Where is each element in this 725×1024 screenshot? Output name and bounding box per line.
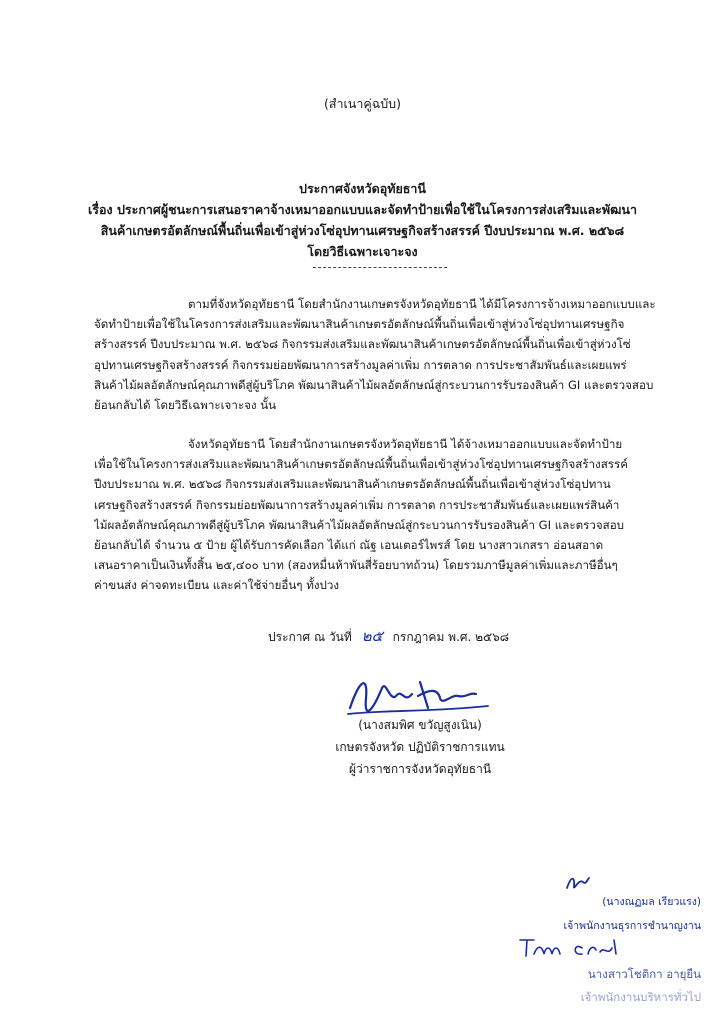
date-month-year: กรกฎาคม พ.ศ. ๒๕๖๘ — [392, 630, 510, 644]
paragraph-1-line: จัดทำป้ายเพื่อใช้ในโครงการส่งเสริมและพัฒนาสินค้าเกษตรอัตลักษณ์พื้นถิ่นเพื่อเข้าสู่ห่วงโซ่อุปทานเศรษฐกิจ — [94, 317, 625, 332]
clerk-initial-signature — [563, 872, 591, 894]
paragraph-1-line: อุปทานเศรษฐกิจสร้างสรรค์ กิจกรรมย่อยพัฒนาการสร้างมูลค่าเพิ่ม การตลาด การประชาสัมพันธ์และเผยแพร่ — [94, 357, 627, 372]
paragraph-2-line: ไม้ผลอัตลักษณ์คุณภาพดีสู่ผู้บริโภค พัฒนาสินค้าไม้ผลอัตลักษณ์สู่กระบวนการรับรองสินค้า GI และตรวจสอบ — [94, 517, 625, 532]
header-line-3: สินค้าเกษตรอัตลักษณ์พื้นถิ่นเพื่อเข้าสู่ห่วงโซ่อุปทานเศรษฐกิจสร้างสรรค์ ปีงบประมาณ พ.ศ. ๒๕๖๘ — [100, 223, 625, 238]
paragraph-1-line: สินค้าไม้ผลอัตลักษณ์คุณภาพดีสู่ผู้บริโภค พัฒนาสินค้าไม้ผลอัตลักษณ์สู่กระบวนการรับรองสินค้า GI และตรวจสอบ — [94, 377, 654, 392]
signer-position: เกษตรจังหวัด ปฏิบัติราชการแทน — [335, 740, 505, 754]
copy-label: (สำเนาคู่ฉบับ) — [324, 96, 401, 111]
signer-name: (นางสมพิศ ขวัญสูงเนิน) — [358, 718, 482, 732]
paragraph-1-line: ย้อนกลับได้ โดยวิธีเฉพาะเจาะจง นั้น — [94, 398, 277, 413]
paragraph-2-line: ย้อนกลับได้ จำนวน ๕ ป้าย ผู้ได้รับการคัดเลือก ได้แก่ ณัฐ เอนเตอร์ไพรส์ โดย นางสาวเกสรา อ่อนสอาด — [94, 538, 604, 553]
announcement-date — [268, 624, 509, 648]
paragraph-2-line: ค่าขนส่ง ค่าจดทะเบียน และค่าใช้จ่ายอื่นๆ ทั้งปวง — [94, 578, 340, 593]
paragraph-2-line: ปีงบประมาณ พ.ศ. ๒๕๖๘ กิจกรรมส่งเสริมและพัฒนาสินค้าเกษตรอัตลักษณ์พื้นถิ่นเพื่อเข้าสู่ห่วงโซ่อุปทาน — [94, 477, 611, 492]
signer-on-behalf: ผู้ว่าราชการจังหวัดอุทัยธานี — [348, 762, 492, 776]
paragraph-1 — [94, 294, 694, 415]
date-prefix: ประกาศ ณ วันที่ — [268, 630, 352, 644]
paragraph-1-line: สร้างสรรค์ ปีงบประมาณ พ.ศ. ๒๕๖๘ กิจกรรมส่งเสริมและพัฒนาสินค้าเกษตรอัตลักษณ์พื้นถิ่นเพื่อเข้าสู่ห่วงโซ่ — [94, 337, 631, 352]
second-clerk-position: เจ้าพนักงานบริหารทั่วไป — [580, 990, 701, 1004]
paragraph-2-line: เศรษฐกิจสร้างสรรค์ กิจกรรมย่อยพัฒนาการสร้างมูลค่าเพิ่ม การตลาด การประชาสัมพันธ์และเผยแพร่สินค้า — [94, 497, 620, 512]
second-clerk-signature — [516, 934, 626, 960]
header-line-4: โดยวิธีเฉพาะเจาะจง — [307, 244, 418, 259]
date-day-handwritten: ๒๕ — [361, 627, 383, 645]
paragraph-2-line: เพื่อใช้ในโครงการส่งเสริมและพัฒนาสินค้าเกษตรอัตลักษณ์พื้นถิ่นเพื่อเข้าสู่ห่วงโซ่อุปทานเศรษฐกิจสร้างสรรค์ — [94, 457, 629, 472]
header-line-2: เรื่อง ประกาศผู้ชนะการเสนอราคาจ้างเหมาออกแบบและจัดทำป้ายเพื่อใช้ในโครงการส่งเสริมและพัฒนา — [88, 202, 637, 217]
clerk-position: เจ้าพนักงานธุรการชำนาญงาน — [563, 920, 701, 932]
paragraph-2 — [94, 434, 694, 596]
header-divider — [313, 267, 447, 268]
paragraph-2-line: จังหวัดอุทัยธานี โดยสำนักงานเกษตรจังหวัดอุทัยธานี ได้จ้างเหมาออกแบบและจัดทำป้าย — [188, 437, 623, 451]
clerk-name: (นางณฏมล เรียวแรง) — [602, 896, 701, 908]
header-line-1: ประกาศจังหวัดอุทัยธานี — [299, 181, 426, 196]
announcement-header — [40, 178, 685, 262]
paragraph-2-line: เสนอราคาเป็นเงินทั้งสิ้น ๒๕,๔๐๐ บาท (สองหมื่นห้าพันสี่ร้อยบาทถ้วน) โดยรวมภาษีมูลค่าเพิ่มและภาษีอื่นๆ — [94, 558, 618, 573]
main-signature — [342, 668, 492, 720]
second-clerk-name: นางสาวโชติกา อายุยืน — [587, 967, 701, 981]
paragraph-1-line: ตามที่จังหวัดอุทัยธานี โดยสำนักงานเกษตรจังหวัดอุทัยธานี ได้มีโครงการจ้างเหมาออกแบบและ — [188, 297, 656, 311]
